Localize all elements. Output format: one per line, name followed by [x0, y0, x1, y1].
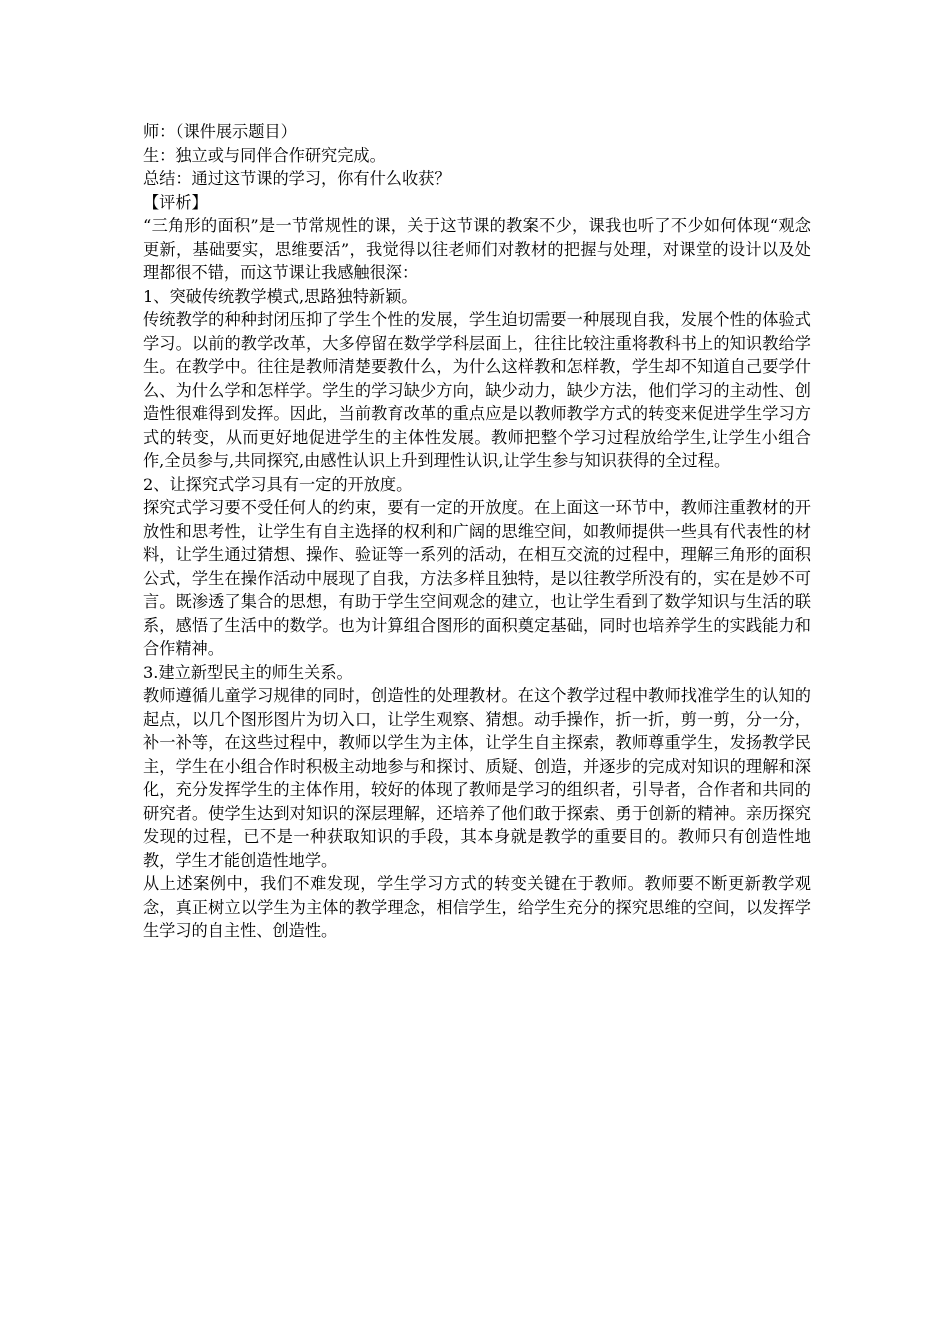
point-heading-1: 1、突破传统教学模式,思路独特新颖。	[143, 286, 418, 306]
point-heading-2: 2、让探究式学习具有一定的开放度。	[143, 474, 413, 494]
dialogue-teacher: 师：（课件展示题目）	[143, 122, 297, 141]
section-heading-review: 【评析】	[143, 192, 208, 212]
conclusion-paragraph: 从上述案例中，我们不难发现，学生学习方式的转变关键在于教师。教师要不断更新教学观念，真正树立以学生为主体的教学理念，相信学生，给学生充分的探究思维的空间，以发挥学生学习的自主性、创造性。	[143, 874, 811, 940]
dialogue-student: 生：独立或与同伴合作研究完成。	[143, 145, 386, 165]
point-body-3: 教师遵循儿童学习规律的同时，创造性的处理教材。在这个教学过程中教师找准学生的认知的起点，以几个图形图片为切入口，让学生观察、猜想。动手操作，折一折，剪一剪，分一分，补一补等，在这些过程中，教师以学生为主体，让学生自主探索，教师尊重学生，发扬教学民主，学生在小组合作时积极主动地参与和探讨、质疑、创造，并逐步的完成对知识的理解和深化，充分发挥学生的主体作用，较好的体现了教师是学习的组织者，引导者，合作者和共同的研究者。使学生达到对知识的深层理解，还培养了他们敢于探索、勇于创新的精神。亲历探究发现的过程，已不是一种获取知识的手段，其本身就是教学的重要目的。教师只有创造性地教，学生才能创造性地学。	[143, 686, 811, 870]
point-body-1: 传统教学的种种封闭压抑了学生个性的发展，学生迫切需要一种展现自我，发展个性的体验式学习。以前的教学改革，大多停留在数学学科层面上，往往比较注重将教科书上的知识教给学生。在教学中。往往是教师清楚要教什么，为什么这样教和怎样教，学生却不知道自己要学什么、为什么学和怎样学。学生的学习缺少方向，缺少动力，缺少方法，他们学习的主动性、创造性很难得到发挥。因此，当前教育改革的重点应是以教师教学方式的转变来促进学生学习方式的转变，从而更好地促进学生的主体性发展。教师把整个学习过程放给学生,让学生小组合作,全员参与,共同探究,由感性认识上升到理性认识,让学生参与知识获得的全过程。	[143, 310, 811, 470]
summary-question: 总结：通过这节课的学习，你有什么收获？	[143, 169, 451, 188]
document-body	[143, 120, 811, 943]
review-intro-paragraph: “三角形的面积”是一节常规性的课，关于这节课的教案不少，课我也听了不少如何体现“观念更新，基础要实，思维要活”，我觉得以往老师们对教材的把握与处理，对课堂的设计以及处理都很不错，而这节课让我感触很深：	[143, 216, 811, 282]
point-body-2: 探究式学习要不受任何人的约束，要有一定的开放度。在上面这一环节中，教师注重教材的开放性和思考性，让学生有自主选择的权利和广阔的思维空间，如教师提供一些具有代表性的材料，让学生通过猜想、操作、验证等一系列的活动，在相互交流的过程中，理解三角形的面积公式，学生在操作活动中展现了自我，方法多样且独特，是以往教学所没有的，实在是妙不可言。既渗透了集合的思想，有助于学生空间观念的建立，也让学生看到了数学知识与生活的联系，感悟了生活中的数学。也为计算组合图形的面积奠定基础，同时也培养学生的实践能力和合作精神。	[143, 498, 811, 658]
point-heading-3: 3.建立新型民主的师生关系。	[143, 662, 353, 682]
